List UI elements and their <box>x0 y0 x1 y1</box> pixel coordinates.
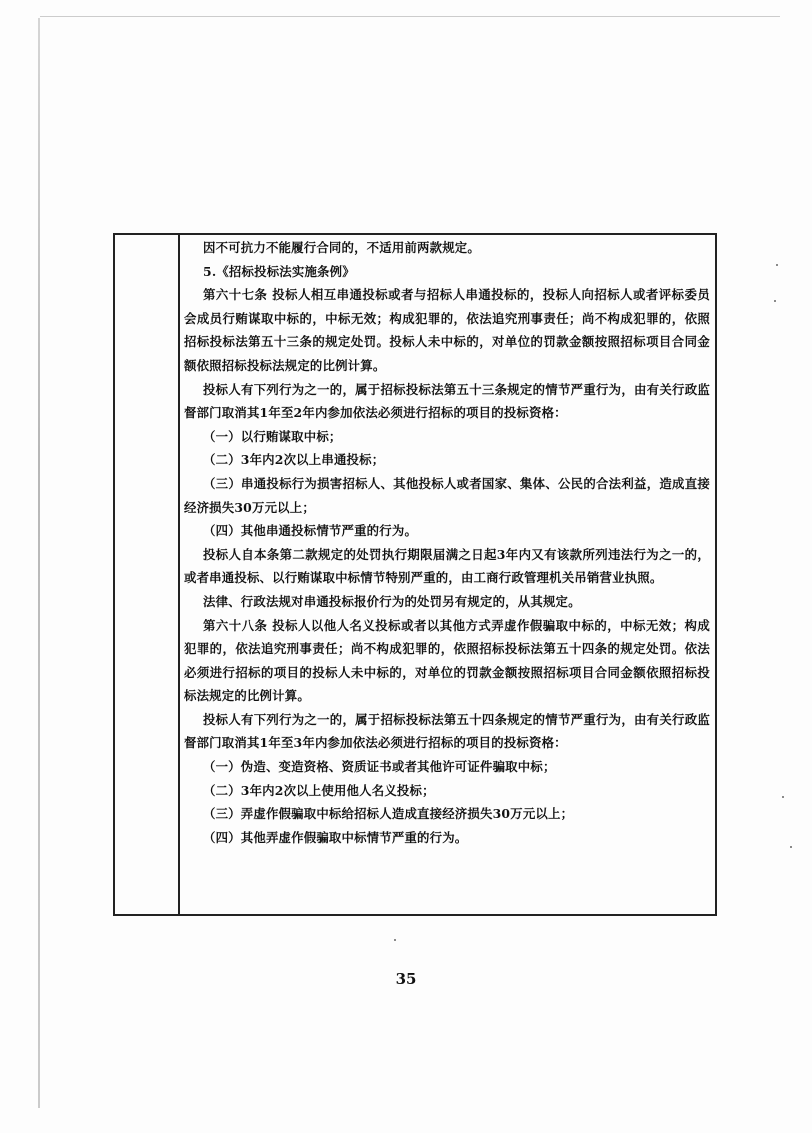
scan-edge-top <box>40 16 780 17</box>
scan-edge-left <box>38 18 40 1108</box>
article-67-item-2: （二）3年内2次以上串通投标； <box>203 452 385 468</box>
article-67: 第六十七条 投标人相互串通投标或者与招标人串通投标的，投标人向招标人或者评标委员会成员行贿谋取中标的，中标无效；构成犯罪的，依法追究刑事责任；尚不构成犯罪的，依照招标投标法第五十三条的规定处罚。投标人未中标的，对单位的罚款金额按照招标项目合同金额依照招标投标法规定的比例计算。 <box>184 287 710 373</box>
scan-speck <box>394 939 396 941</box>
page-number: 35 <box>395 970 417 988</box>
article-67-item-4: （四）其他串通投标情节严重的行为。 <box>203 523 418 539</box>
table-column-divider <box>178 233 180 916</box>
paragraph-force-majeure: 因不可抗力不能履行合同的，不适用前两款规定。 <box>203 240 480 255</box>
article-68-item-4: （四）其他弄虚作假骗取中标情节严重的行为。 <box>203 829 468 845</box>
article-68-item-2: （二）3年内2次以上使用他人名义投标； <box>203 782 435 798</box>
article-67-item-3: （三）串通投标行为损害招标人、其他投标人或者国家、集体、公民的合法利益，造成直接经济损失30万元以上； <box>184 475 710 515</box>
article-68-item-3: （三）弄虚作假骗取中标给招标人造成直接经济损失30万元以上； <box>203 806 574 822</box>
article-67-serious-cases: 投标人有下列行为之一的，属于招标投标法第五十三条规定的情节严重行为，由有关行政监督部门取消其1年至2年内参加依法必须进行招标的项目的投标资格： <box>184 381 710 421</box>
article-68: 第六十八条 投标人以他人名义投标或者以其他方式弄虚作假骗取中标的，中标无效；构成犯罪的，依法追究刑事责任；尚不构成犯罪的，依照招标投标法第五十四条的规定处罚。依法必须进行招标的项目的投标人未中标的，对单位的罚款金额按照招标项目合同金额依照招标投标法规定的比例计算。 <box>184 617 710 704</box>
scan-speck <box>774 300 776 302</box>
scan-speck <box>782 796 784 798</box>
article-67-other-laws: 法律、行政法规对串通投标报价行为的处罚另有规定的，从其规定。 <box>203 593 581 609</box>
scan-speck <box>790 846 792 848</box>
article-68-item-1: （一）伪造、变造资格、资质证书或者其他许可证件骗取中标； <box>203 759 556 775</box>
table-content-cell <box>184 236 710 849</box>
article-68-serious-cases: 投标人有下列行为之一的，属于招标投标法第五十四条规定的情节严重行为，由有关行政监督部门取消其1年至3年内参加依法必须进行招标的项目的投标资格： <box>184 711 710 751</box>
article-67-repeat-offense: 投标人自本条第二款规定的处罚执行期限届满之日起3年内又有该款所列违法行为之一的，或者串通投标、以行贿谋取中标情节特别严重的，由工商行政管理机关吊销营业执照。 <box>184 546 710 586</box>
section-heading-regulations: 5.《招标投标法实施条例》 <box>203 263 355 279</box>
article-67-item-1: （一）以行贿谋取中标； <box>203 428 342 444</box>
scan-speck <box>776 264 778 266</box>
